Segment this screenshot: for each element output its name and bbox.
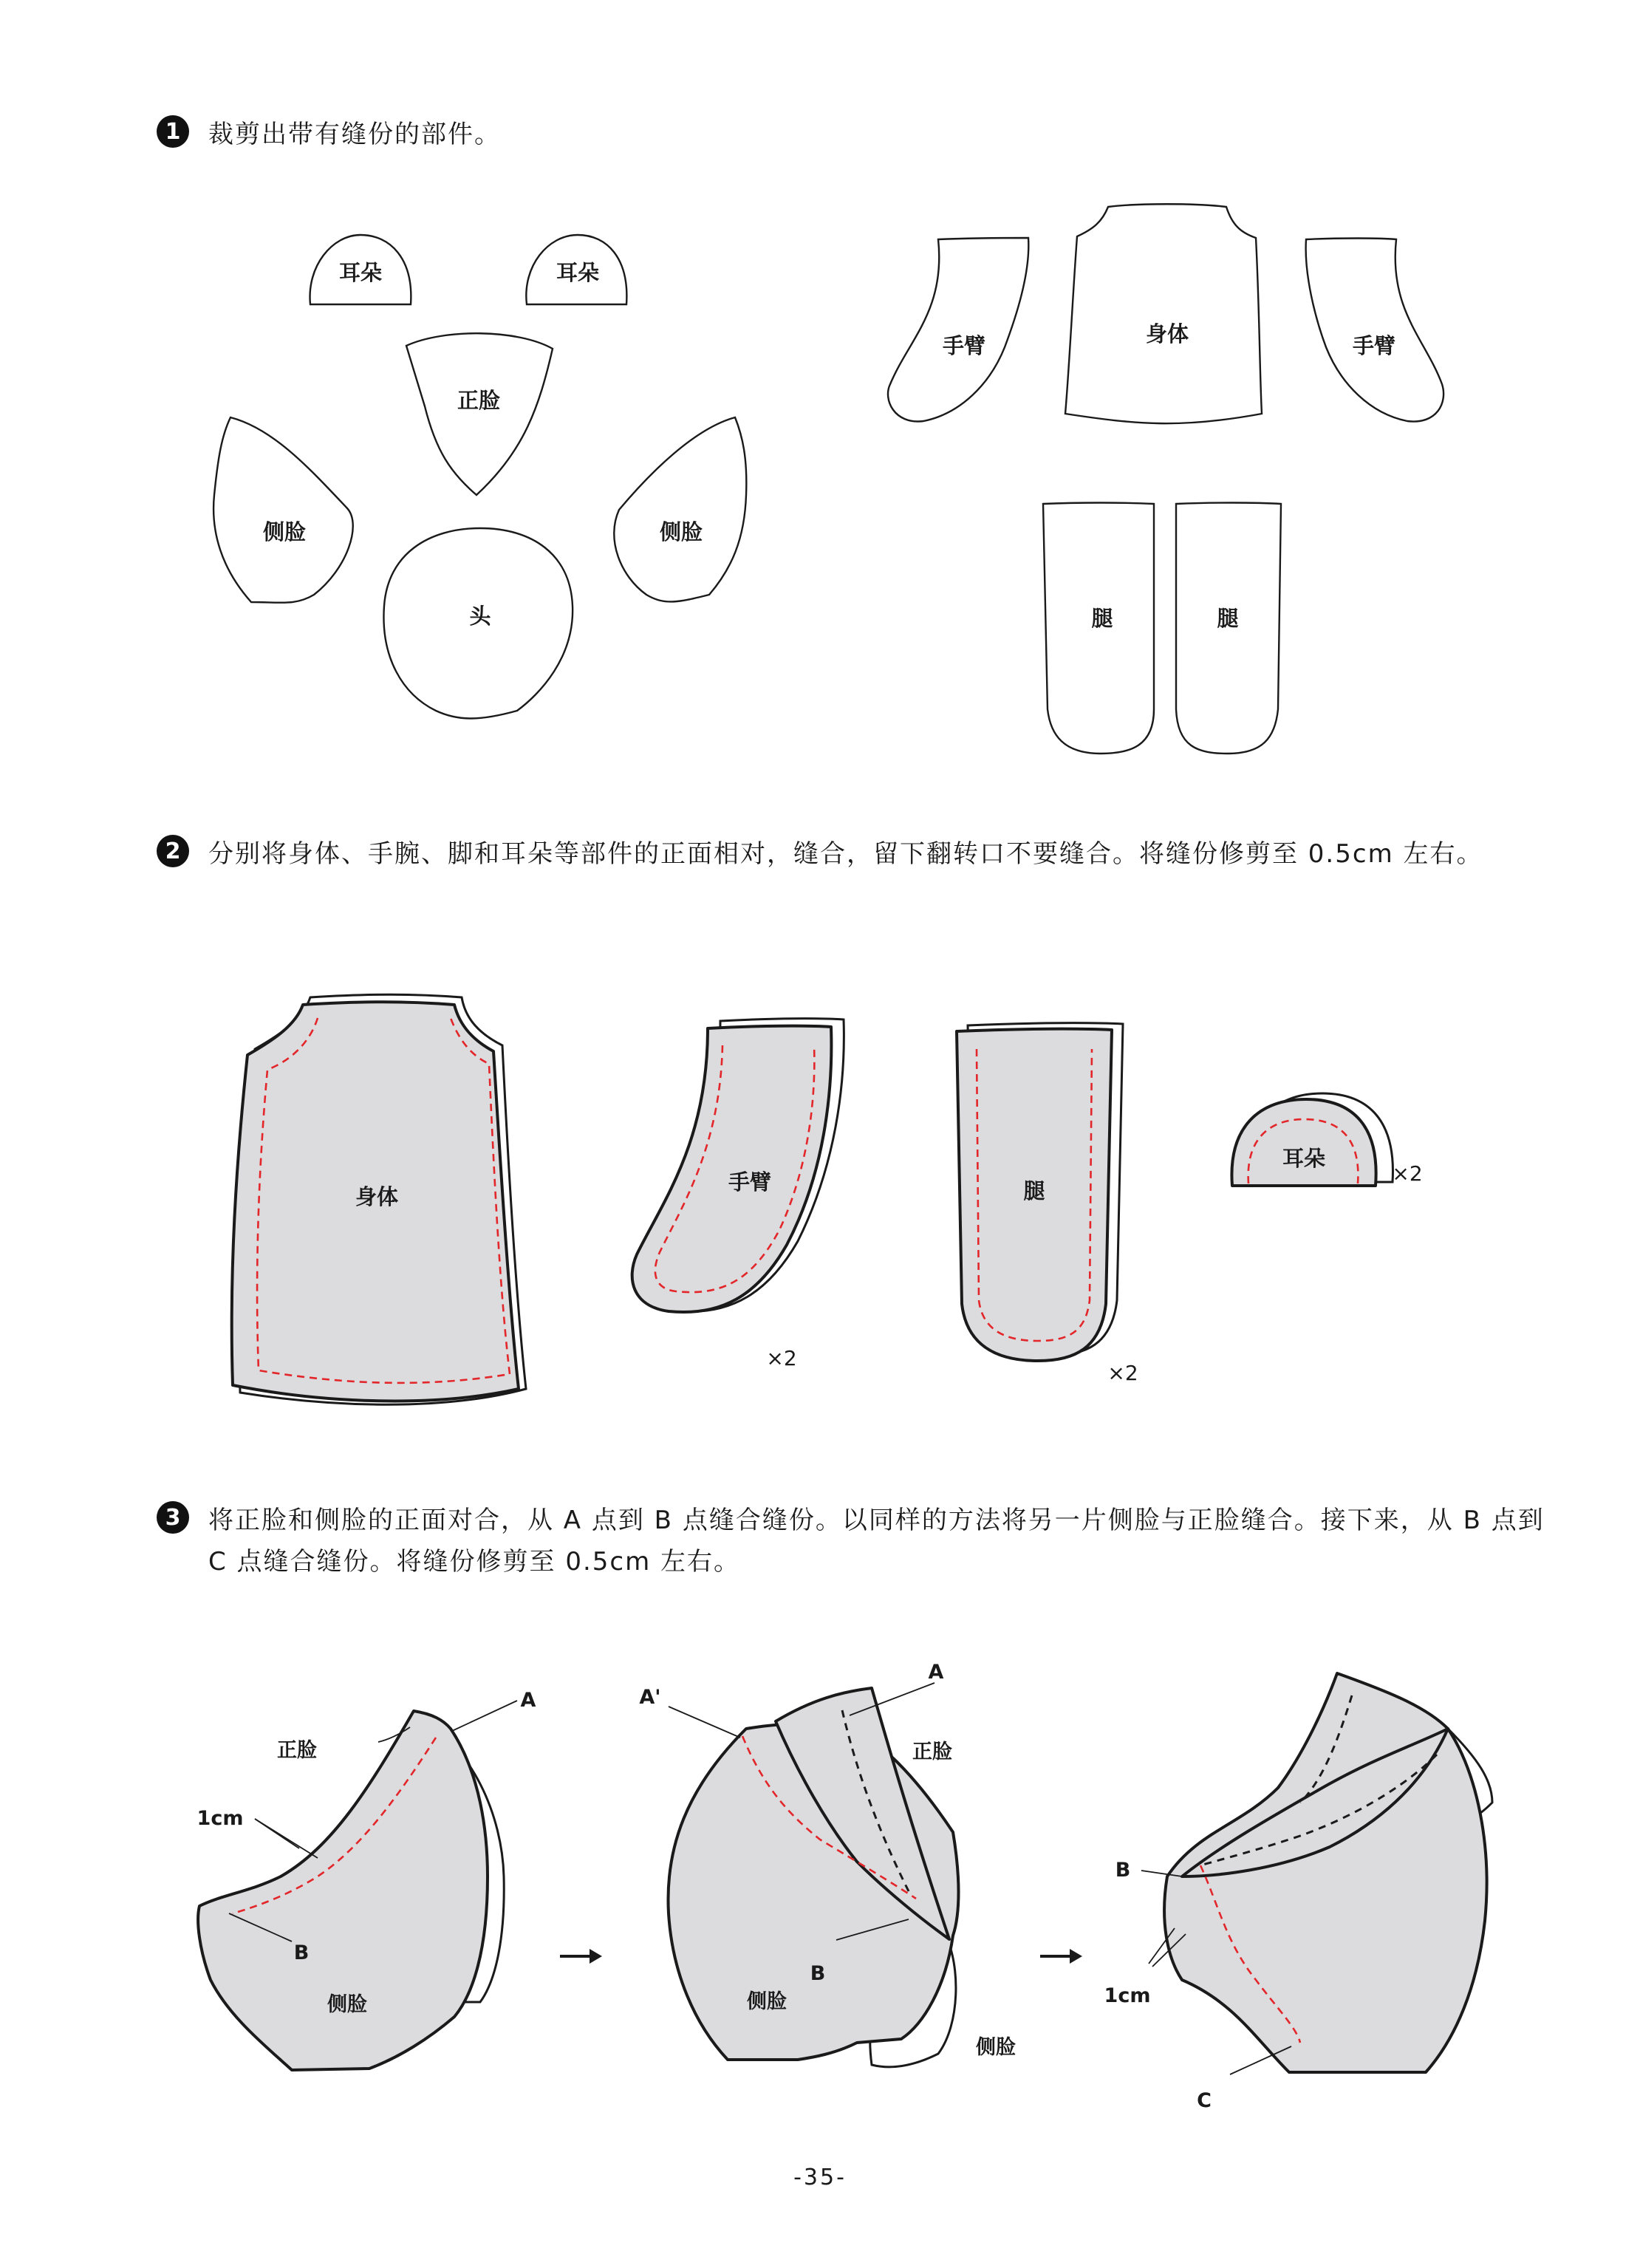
assembly-figure-1 [197,1689,536,2070]
leg-piece-right [1176,503,1281,754]
fig1-seam-allowance: 1cm [197,1807,244,1830]
sewn-leg-multiplier: ×2 [1107,1361,1138,1385]
leg-label-left: 腿 [1091,606,1113,631]
side-face-label-left: 侧脸 [262,519,307,544]
arrow-1 [560,1949,602,1964]
fig3-seam-allowance: 1cm [1104,1984,1151,2007]
ear-piece-left [310,235,411,304]
fig2-point-a: A [928,1661,944,1684]
step-1-text: 裁剪出带有缝份的部件。 [208,120,501,149]
arm-label-right: 手臂 [1352,333,1396,358]
sewn-arm-piece [632,1019,844,1370]
sewn-ear-piece [1231,1093,1422,1186]
arm-piece-left [888,238,1028,421]
fig1-point-b: B [293,1941,310,1964]
side-face-label-right: 侧脸 [659,519,703,544]
fig1-point-a: A [520,1689,536,1712]
leg-label-right: 腿 [1217,606,1239,631]
arm-piece-right [1306,239,1443,422]
arrow-2 [1040,1949,1082,1964]
assembly-figure-3 [1104,1673,1492,2112]
body-label: 身体 [1145,321,1189,346]
body-piece [1065,204,1262,423]
arm-label-left: 手臂 [942,333,986,358]
sewn-arm-multiplier: ×2 [766,1346,797,1370]
ear-piece-right [526,235,626,304]
step-2-text: 分别将身体、手腕、脚和耳朵等部件的正面相对，缝合，留下翻转口不要缝合。将缝份修剪至 0.5cm 左右。 [208,839,1483,869]
front-face-label: 正脸 [457,388,501,413]
fig2-point-b: B [810,1962,826,1985]
front-face-piece [406,333,553,495]
sewn-arm-label: 手臂 [728,1169,772,1195]
ear-label-left: 耳朵 [338,260,383,285]
step-2 [157,833,1545,875]
sewn-body-piece [232,994,526,1404]
fig2-front-face-label: 正脸 [912,1741,952,1763]
step-2-number: 2 [157,835,189,867]
fig1-side-face-label: 侧脸 [327,1993,367,2016]
fig2-side-face-label-back: 侧脸 [976,2036,1016,2059]
fig1-front-face-label: 正脸 [277,1739,317,1762]
ear-label-right: 耳朵 [556,260,600,285]
sewn-leg-label: 腿 [1023,1178,1045,1203]
fig3-point-c: C [1197,2089,1212,2112]
step-3-face-assembly [0,1655,1640,2142]
step-1 [157,114,1545,155]
fig2-point-a-prime: A' [639,1686,661,1709]
step-1-number: 1 [157,115,189,148]
sewn-leg-piece [957,1023,1138,1385]
fig3-point-b: B [1115,1859,1131,1882]
sewn-ear-multiplier: ×2 [1392,1161,1423,1186]
step-3-number: 3 [157,1501,189,1534]
page-number: -35- [793,2165,847,2190]
sewn-body-label: 身体 [355,1184,399,1209]
fig2-side-face-label: 侧脸 [747,1990,787,2013]
step-3-text: 将正脸和侧脸的正面对合，从 A 点到 B 点缝合缝份。以同样的方法将另一片侧脸与正脸缝合。接下来，从 B 点到 C 点缝合缝份。将缝份修剪至 0.5cm 左右。 [208,1506,1545,1577]
step-2-sewn-pieces [0,975,1640,1433]
step-1-pattern-pieces [0,185,1640,850]
head-piece [383,528,573,719]
head-label: 头 [469,604,491,629]
assembly-figure-2 [639,1661,1016,2067]
side-face-piece-right [614,417,746,601]
side-face-piece-left [213,417,353,603]
step-3 [157,1500,1545,1582]
sewn-ear-label: 耳朵 [1282,1146,1326,1171]
leg-piece-left [1043,503,1154,754]
